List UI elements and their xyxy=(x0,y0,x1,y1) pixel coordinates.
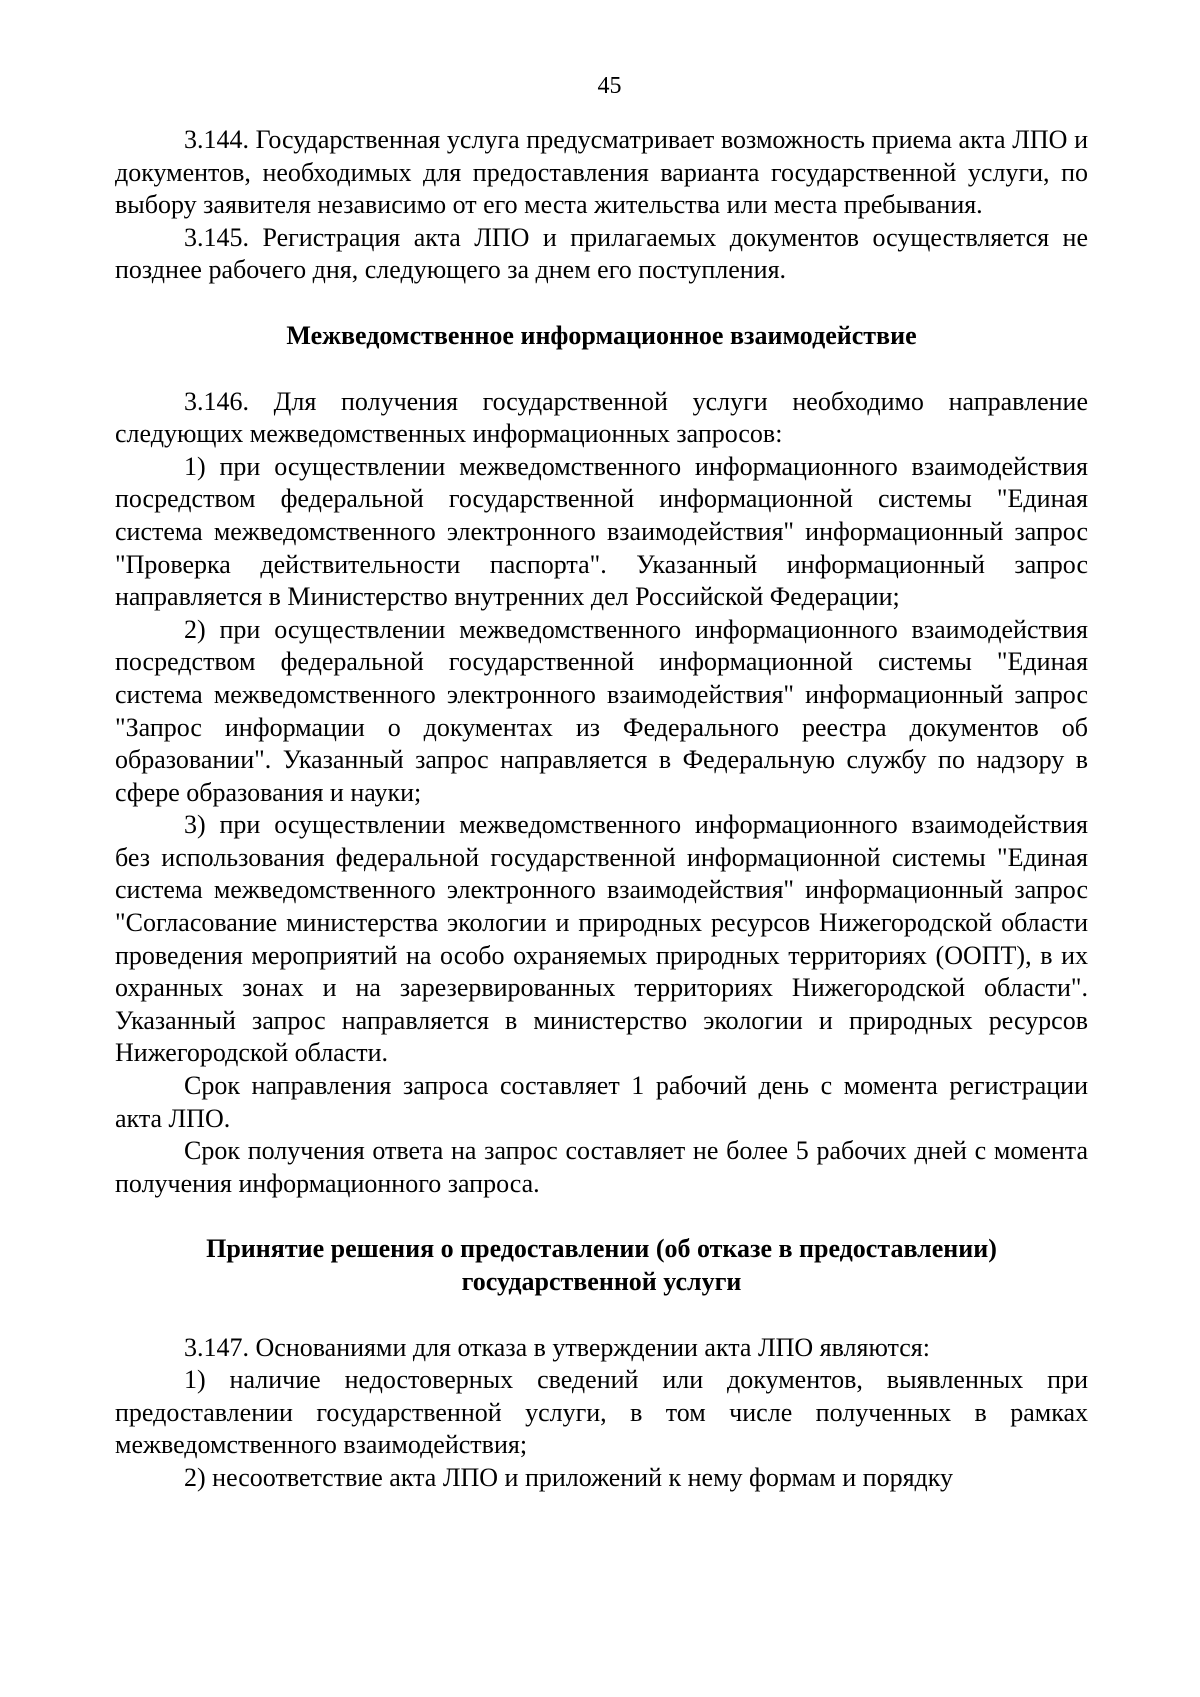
paragraph-response-deadline: Срок получения ответа на запрос составляет не более 5 рабочих дней с момента получения информационного запроса. xyxy=(115,1136,1088,1198)
refusal-ground-2: 2) несоответствие акта ЛПО и приложений к нему формам и порядку xyxy=(184,1462,954,1492)
paragraph-3-144: 3.144. Государственная услуга предусматривает возможность приема акта ЛПО и документов, необходимых для предоставления варианта государственной услуги, по выбору заявителя независимо от его места жительства или места пребывания. xyxy=(115,125,1088,220)
section-heading-decision xyxy=(115,1233,1088,1298)
paragraph-3-147: 3.147. Основаниями для отказа в утверждении акта ЛПО являются: xyxy=(184,1332,930,1362)
list-item-1: 1) при осуществлении межведомственного информационного взаимодействия посредством федеральной государственной информационной системы "Единая система межведомственного электронного взаимодействия" информационный запрос "Проверка действительности паспорта". Указанный информационный запрос направляется в Министерство внутренних дел Российской Федерации; xyxy=(115,451,1088,612)
section-heading-interagency: Межведомственное информационное взаимодействие xyxy=(286,320,917,350)
paragraph-3-145: 3.145. Регистрация акта ЛПО и прилагаемых документов осуществляется не позднее рабочего дня, следующего за днем его поступления. xyxy=(115,222,1088,285)
list-item-3: 3) при осуществлении межведомственного информационного взаимодействия без использования федеральной государственной информационной системы "Единая система межведомственного электронного взаимодействия" информационный запрос "Согласование министерства экологии и природных ресурсов Нижегородской области проведения мероприятий на особо охраняемых природных территориях (ООПТ), в их охранных зонах и на зарезервированных территориях Нижегородской области". Указанный запрос направляется в министерство экологии и природных ресурсов Нижегородской области. xyxy=(115,810,1088,1068)
section-heading-decision-line-2: государственной услуги xyxy=(461,1267,742,1296)
paragraph-request-deadline: Срок направления запроса составляет 1 рабочий день с момента регистрации акта ЛПО. xyxy=(115,1071,1088,1133)
list-item-2: 2) при осуществлении межведомственного информационного взаимодействия посредством федеральной государственной информационной системы "Единая система межведомственного электронного взаимодействия" информационный запрос "Запрос информации о документах из Федерального реестра документов об образовании". Указанный запрос направляется в Федеральную службу по надзору в сфере образования и науки; xyxy=(115,614,1088,807)
document-page xyxy=(115,70,1088,1495)
paragraph-3-146: 3.146. Для получения государственной услуги необходимо направление следующих межведомственных информационных запросов: xyxy=(115,386,1088,449)
section-heading-decision-line-1: Принятие решения о предоставлении (об отказе в предоставлении) xyxy=(206,1234,997,1264)
refusal-ground-1: 1) наличие недостоверных сведений или документов, выявленных при предоставлении государственной услуги, в том числе полученных в рамках межведомственного взаимодействия; xyxy=(115,1365,1088,1460)
page-number: 45 xyxy=(597,73,622,99)
